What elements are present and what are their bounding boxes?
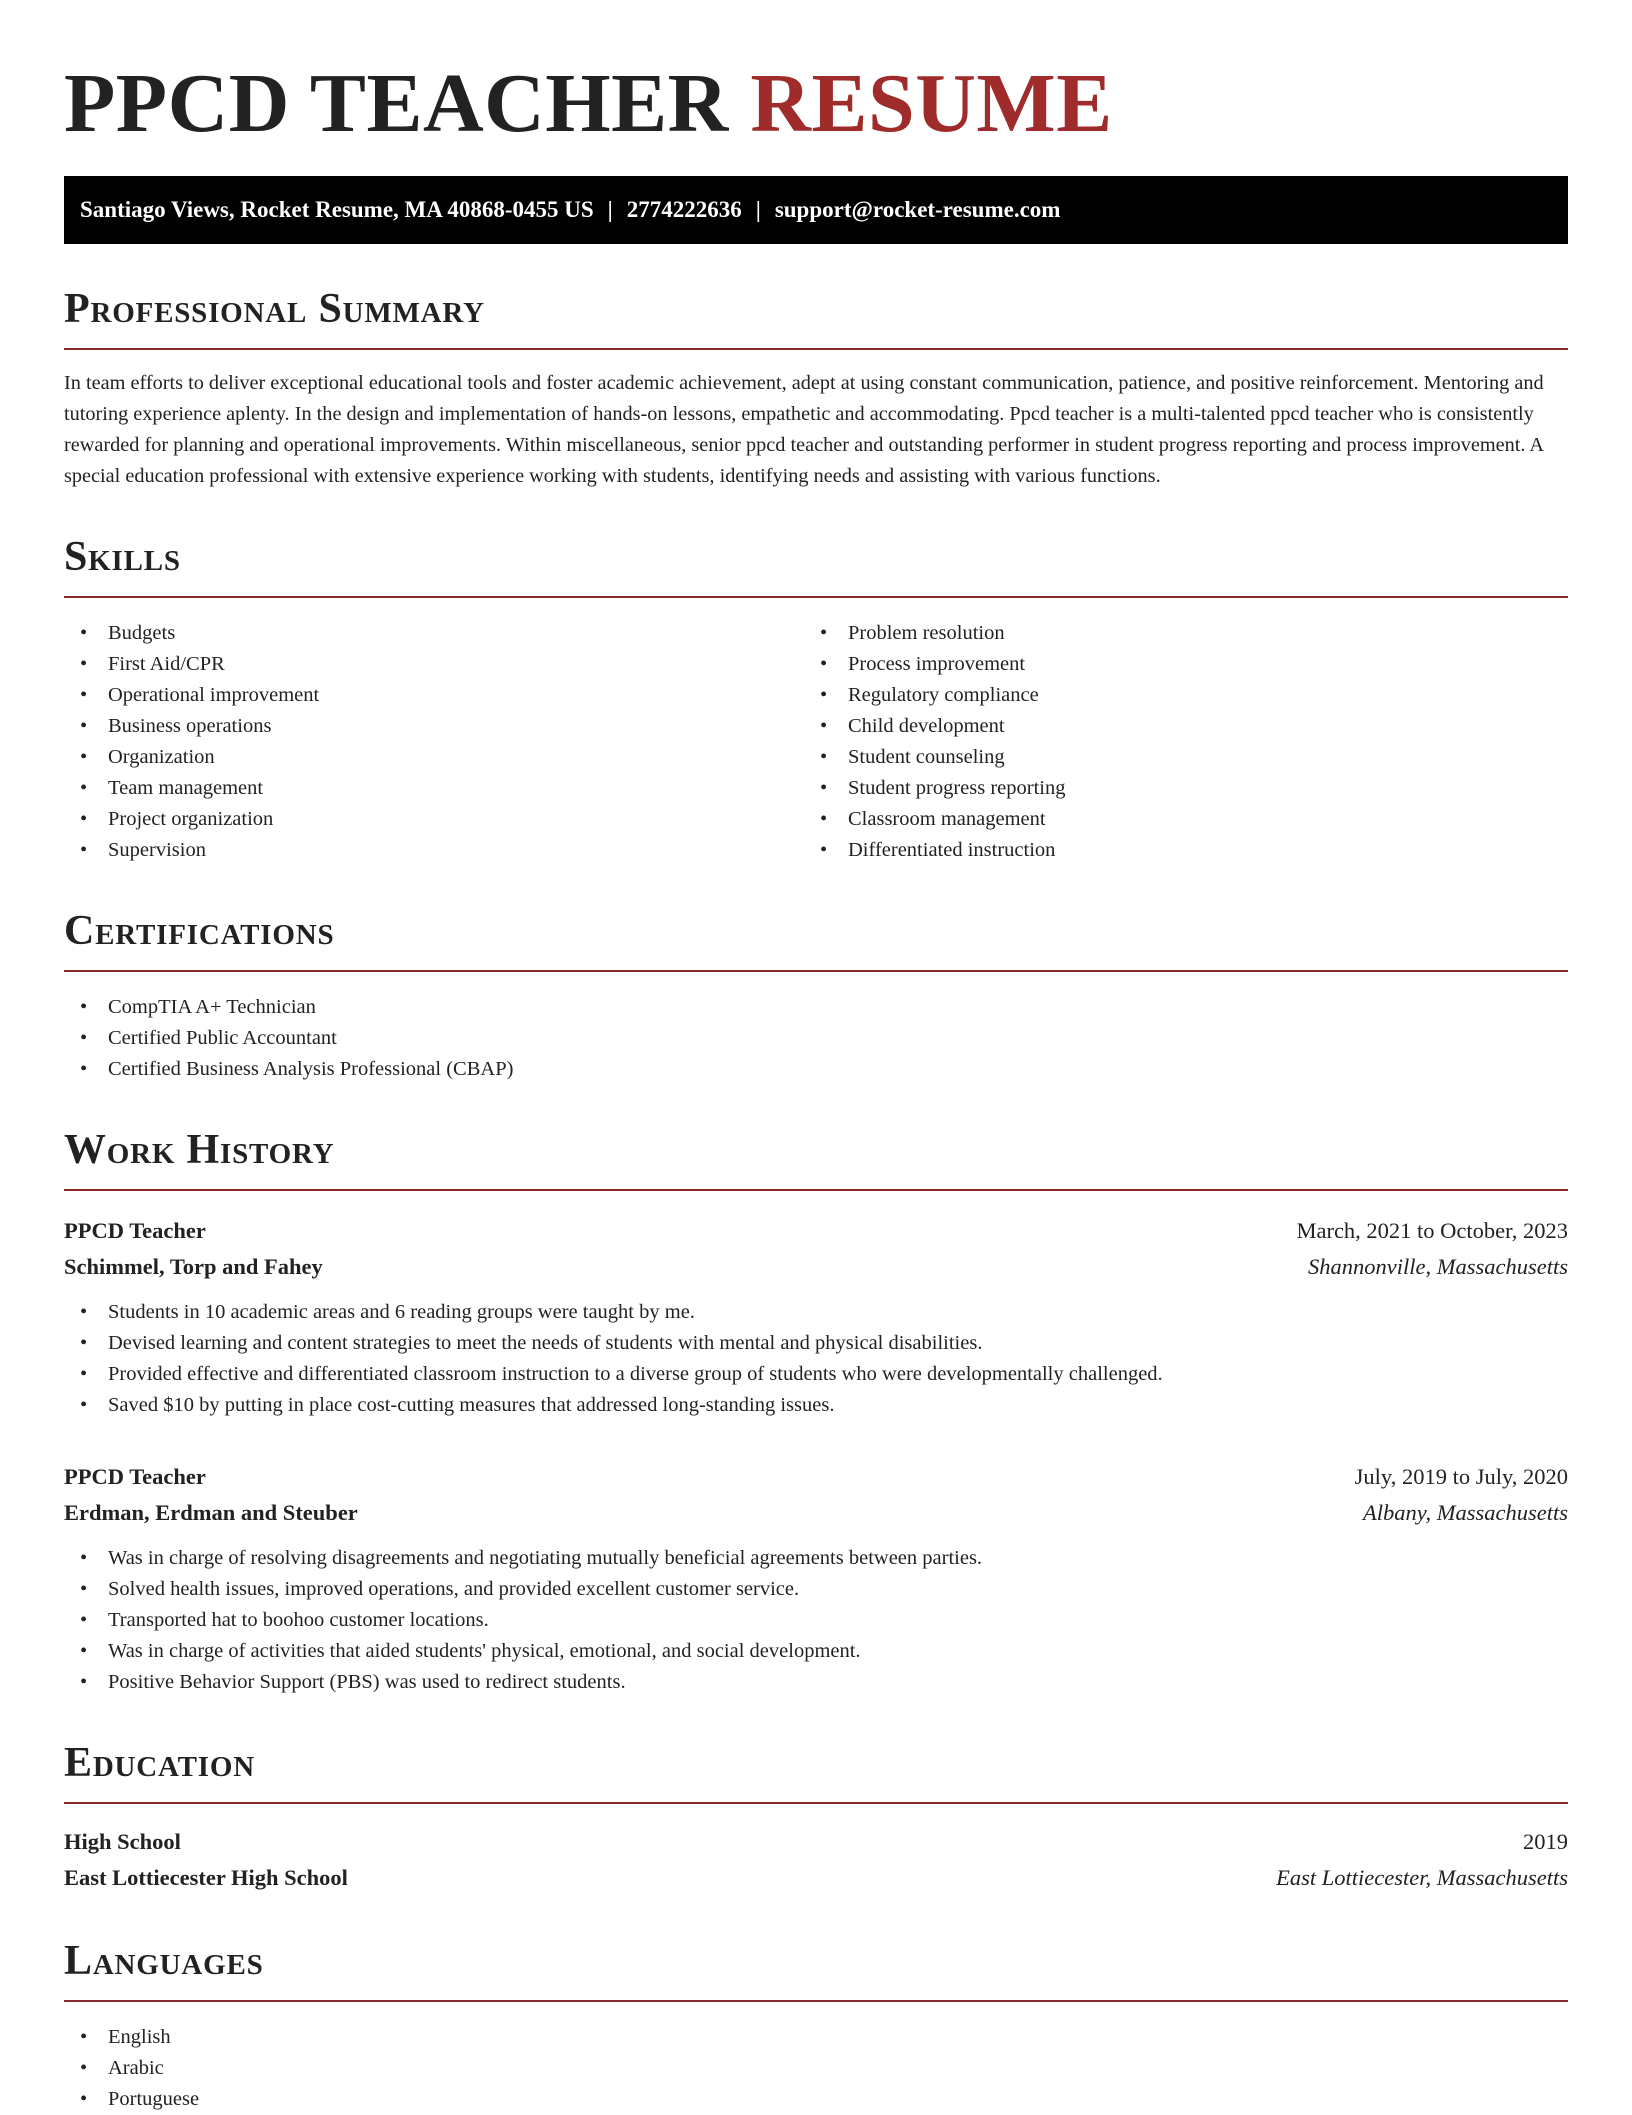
education-heading: Education [64,1740,255,1786]
education-entry [64,1824,1568,1896]
skill-item: • Budgets [64,618,804,649]
section-divider [64,348,1568,350]
job-company-row [64,1249,1568,1285]
title-main: PPCD TEACHER [64,57,729,150]
education-section [64,1740,1568,1896]
skills-grid [64,598,1568,866]
summary-heading: Professional Summary [64,286,485,332]
skill-item: • Business operations [64,711,804,742]
job-title: PPCD Teacher [64,1464,206,1489]
certifications-section [64,908,1568,1085]
job-bullet: • Provided effective and differentiated classroom instruction to a diverse group of students who were developmentally challenged. [64,1359,1568,1390]
contact-separator: | [755,197,761,222]
job-bullets [64,1297,1568,1421]
section-divider [64,1189,1568,1191]
education-header-row [64,1824,1568,1860]
contact-bar [64,176,1568,244]
skills-list-left [64,618,804,866]
education-school-row [64,1860,1568,1896]
job-bullet: • Saved $10 by putting in place cost-cutting measures that addressed long-standing issues. [64,1390,1568,1421]
languages-section [64,1938,1568,2115]
job-entry [64,1459,1568,1698]
work-history-section [64,1127,1568,1698]
skills-list-right [804,618,1544,866]
job-location: Albany, Massachusetts [1363,1500,1568,1525]
job-header-row [64,1213,1568,1249]
summary-text: In team efforts to deliver exceptional educational tools and foster academic achievement, adept at using constant communication, patience, and positive reinforcement. Mentoring and tutoring experience aplenty. In the design and implementation of hands-on lessons, empathetic and accommodating. Ppcd teacher is a multi-talented ppcd teacher who is consistently rewarded for planning and operational improvements. Within miscellaneous, senior ppcd teacher and outstanding performer in student progress reporting and process improvement. A special education professional with extensive experience working with students, identifying needs and assisting with various functions. [64,372,1544,487]
job-entry [64,1213,1568,1421]
certifications-heading: Certifications [64,908,335,954]
job-bullet: • Devised learning and content strategies to meet the needs of students with mental and physical disabilities. [64,1328,1568,1359]
section-divider [64,970,1568,972]
skill-item: • Classroom management [804,804,1544,835]
contact-phone: 2774222636 [626,197,742,222]
languages-list [64,2022,1568,2115]
certification-item: • Certified Business Analysis Professional (CBAP) [64,1054,1568,1085]
job-bullet: • Was in charge of activities that aided students' physical, emotional, and social development. [64,1636,1568,1667]
skill-item: • Differentiated instruction [804,835,1544,866]
summary-section [64,286,1568,492]
contact-separator: | [607,197,613,222]
job-company-row [64,1495,1568,1531]
language-item: • English [64,2022,1568,2053]
job-bullet: • Solved health issues, improved operations, and provided excellent customer service. [64,1574,1568,1605]
resume-title [64,56,1568,152]
languages-heading: Languages [64,1938,264,1984]
skill-item: • Operational improvement [64,680,804,711]
skill-item: • Supervision [64,835,804,866]
contact-email: support@rocket-resume.com [774,197,1061,222]
job-dates: July, 2019 to July, 2020 [1354,1464,1568,1489]
certification-item: • Certified Public Accountant [64,1023,1568,1054]
education-location: East Lottiecester, Massachusetts [1276,1865,1568,1890]
language-item: • Portuguese [64,2084,1568,2115]
skill-item: • Process improvement [804,649,1544,680]
certification-item: • CompTIA A+ Technician [64,992,1568,1023]
title-accent: RESUME [750,57,1113,150]
job-bullet: • Students in 10 academic areas and 6 reading groups were taught by me. [64,1297,1568,1328]
job-title: PPCD Teacher [64,1218,206,1243]
job-header-row [64,1459,1568,1495]
job-bullet: • Positive Behavior Support (PBS) was used to redirect students. [64,1667,1568,1698]
skills-heading: Skills [64,534,181,580]
contact-address: Santiago Views, Rocket Resume, MA 40868-0455 US [80,197,594,222]
skill-item: • Student progress reporting [804,773,1544,804]
skills-section [64,534,1568,866]
job-bullet: • Transported hat to boohoo customer locations. [64,1605,1568,1636]
language-item: • Arabic [64,2053,1568,2084]
job-location: Shannonville, Massachusetts [1308,1254,1568,1279]
section-divider [64,2000,1568,2002]
skill-item: • Child development [804,711,1544,742]
job-company: Schimmel, Torp and Fahey [64,1254,323,1279]
certifications-list [64,992,1568,1085]
work-history-heading: Work History [64,1127,335,1173]
job-bullet: • Was in charge of resolving disagreements and negotiating mutually beneficial agreements between parties. [64,1543,1568,1574]
skill-item: • Regulatory compliance [804,680,1544,711]
education-school: East Lottiecester High School [64,1865,348,1890]
skill-item: • Team management [64,773,804,804]
education-year: 2019 [1523,1829,1568,1854]
job-bullets [64,1543,1568,1698]
skill-item: • Project organization [64,804,804,835]
education-degree: High School [64,1829,181,1854]
skill-item: • First Aid/CPR [64,649,804,680]
skill-item: • Problem resolution [804,618,1544,649]
skill-item: • Student counseling [804,742,1544,773]
job-company: Erdman, Erdman and Steuber [64,1500,358,1525]
section-divider [64,1802,1568,1804]
job-dates: March, 2021 to October, 2023 [1296,1218,1568,1243]
skill-item: • Organization [64,742,804,773]
